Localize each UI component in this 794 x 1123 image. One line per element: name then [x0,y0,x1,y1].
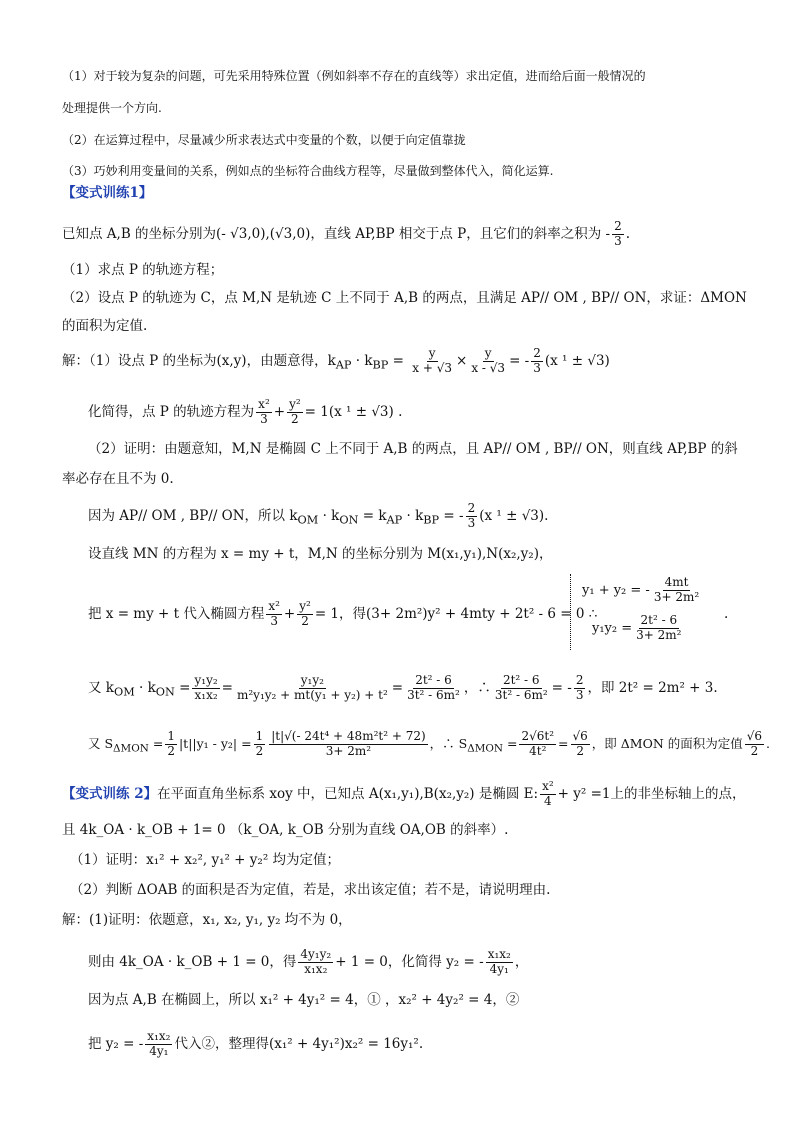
fraction: $\frac{\text{y₁y₂}}{\text{m²y₁y₂ + mt(y₁ + y₂) + t²}}$ [236,673,388,702]
fraction: $\frac{\text{x²}}{3}$ [268,599,280,628]
ex2-sol-line4: 把 y₂ = - $\frac{\text{x₁x₂}}{\text{4y₁}}$ 代入②，整理得(x₁² + 4y₁²)x₂² = 16y₁². [88,1029,424,1058]
ex1-sol2-line5: 把 x = my + t 代入椭圆方程 $\frac{\text{x²}}{3}$ + $\frac{\text{y²}}{2}$ = 1，得(3+ 2m²)y² + 4mty + 2t² - 6 = 0 ∴ [88,599,598,628]
fraction: $\frac{√6}{2}$ [572,729,588,758]
ex1-sol1-line1: 解：（1）设点 P 的坐标为(x,y)，由题意得，$k_{AP} \cdot k_{BP}$ = $\frac{y}{x + √3}$ × $\frac{y}{x - √3}$ = - $\frac{2}{3}$ (x ¹ ± √3) [62,346,610,375]
fraction: $\frac{\text{|t|√(- 24t⁴ + 48m²t² + 72)}}{\text{3+ 2m²}}$ [271,729,426,758]
note-3: （3）巧妙利用变量间的关系，例如点的坐标符合曲线方程等，尽量做到整体代入，简化运算. [62,164,554,178]
note-1b: 处理提供一个方向. [62,101,162,115]
ex1-sol2-line7: 又 $S_{\Delta MON}$ = $\frac{1}{2}$ |t||y₁ - y₂| = $\frac{1}{2}$ $\frac{\text{|t|√(- 24t⁴ + 48m²t² + 72)}}{\text{3+ 2m²}}$ ，∴ $S_{\Delta MON}$ = $\frac{\text{2√6t²}}{\text{4t²}}$ = $\frac{√6}{2}$ ，即 ΔMON 的面积为定值 $\frac{√6}{2}$ . [88,729,771,758]
fraction: $\frac{\text{x²}}{3}$ [258,397,270,426]
fraction: $\frac{2}{3}$ [614,219,622,248]
fraction: $\frac{2}{3}$ [467,501,476,530]
ex2-q2: （2）判断 ΔOAB 的面积是否为定值，若是，求出该定值；若不是，请说明理由. [70,882,551,898]
note-1a: （1）对于较为复杂的问题，可先采用特殊位置（例如斜率不存在的直线等）求出定值，进而给后面一般情况的 [62,69,646,83]
ex1-q1: （1）求点 P 的轨迹方程； [62,262,224,278]
system-row-1: y₁ + y₂ = - $\frac{4mt}{\text{3+ 2m²}}$ [582,575,700,604]
fraction: $\frac{1}{2}$ [167,729,175,758]
fraction: $\frac{1}{2}$ [255,729,264,758]
fraction: $\frac{\text{x₁x₂}}{\text{4y₁}}$ [147,1029,171,1058]
fraction: $\frac{\text{2√6t²}}{\text{4t²}}$ [521,729,555,758]
fraction: $\frac{\text{x₁x₂}}{\text{4y₁}}$ [487,947,511,976]
fraction: $\frac{2}{3}$ [575,673,584,702]
fraction: $\frac{2}{3}$ [533,346,541,375]
ex1-q2a: （2）设点 P 的轨迹为 C，点 M,N 是轨迹 C 上不同于 A,B 的两点，且满足 AP// OM , BP// ON，求证：ΔMON [62,290,747,306]
ex2-q1: （1）证明：x₁² + x₂², y₁² + y₂² 均为定值； [70,852,341,868]
ex2-heading: 【变式训练 2】 [62,785,158,802]
ex1-q2b: 的面积为定值. [62,318,148,334]
fraction: $\frac{y}{x + √3}$ [412,346,453,375]
fraction: $\frac{\text{2t² - 6}}{\text{3+ 2m²}}$ [636,613,682,642]
ex1-heading: 【变式训练1】 [62,185,153,201]
fraction: $\frac{\text{4y₁y₂}}{\text{x₁x₂}}$ [300,947,332,976]
fraction: $\frac{\text{y²}}{2}$ [299,599,311,628]
fraction: $\frac{\text{y₁y₂}}{\text{x₁x₂}}$ [194,673,218,702]
fraction: $\frac{\text{y²}}{2}$ [289,397,301,426]
ex1-sol1-line2: 化简得，点 P 的轨迹方程为 $\frac{\text{x²}}{3}$ + $\frac{\text{y²}}{2}$ = 1(x ¹ ± √3) . [88,397,403,426]
ex2-sol-line1: 解：(1)证明：依题意，x₁, x₂, y₁, y₂ 均不为 0， [62,912,352,928]
system-end: . [724,606,729,622]
ex2-stem-line2: 且 4k_OA · k_OB + 1= 0 （k_OA, k_OB 分别为直线 OA,OB 的斜率）. [62,822,509,838]
ex1-sol2-line3: 因为 AP// OM , BP// ON，所以 $k_{OM} \cdot k_{ON} = k_{AP} \cdot k_{BP}$ = - $\frac{2}{3}$ (x ¹ ± √3). [88,501,549,530]
fraction: $\frac{\text{2t² - 6}}{\text{3t² - 6m²}}$ [494,673,548,702]
left-brace [570,574,579,650]
fraction: $\frac{\text{2t² - 6}}{\text{3t² - 6m²}}$ [407,673,460,702]
ex1-sol2-line6: 又 $k_{OM} \cdot k_{ON}$ = $\frac{\text{y₁y₂}}{\text{x₁x₂}}$ = $\frac{\text{y₁y₂}}{\text{m²y₁y₂ + mt(y₁ + y₂) + t²}}$ = $\frac{\text{2t² - 6}}{\text{3t² - 6m²}}$ ，∴ $\frac{\text{2t² - 6}}{\text{3t² - 6m²}}$ = - $\frac{2}{3}$ ，即 2t² = 2m² + 3. [88,673,718,702]
ex1-sol2-line2: 率必存在且不为 0. [62,471,174,487]
note-2: （2）在运算过程中，尽量减少所求表达式中变量的个数，以便于向定值靠拢 [62,133,466,147]
ex2-sol-line2: 则由 4k_OA · k_OB + 1 = 0，得 $\frac{\text{4y₁y₂}}{\text{x₁x₂}}$ + 1 = 0，化简得 y₂ = - $\frac{\text{x₁x₂}}{\text{4y₁}}$ ， [88,947,529,976]
fraction: $\frac{y}{x - √3}$ [471,346,506,375]
fraction: $\frac{4mt}{\text{3+ 2m²}}$ [653,575,700,604]
ex2-sol-line3: 因为点 A,B 在椭圆上，所以 x₁² + 4y₁² = 4，① ，x₂² + 4y₂² = 4，② [88,992,520,1008]
fraction: $\frac{\text{x²}}{4}$ [542,779,554,808]
system-row-2: y₁y₂ = $\frac{\text{2t² - 6}}{\text{3+ 2m²}}$ [592,613,682,642]
ex1-sol2-line4: 设直线 MN 的方程为 x = my + t，M,N 的坐标分别为 M(x₁,y₁),N(x₂,y₂)， [88,546,553,562]
ex1-sol2-line1: （2）证明：由题意知，M,N 是椭圆 C 上不同于 A,B 的两点，且 AP// OM , BP// ON，则直线 AP,BP 的斜 [88,441,738,457]
ex1-stem: 已知点 A,B 的坐标分别为(- √3,0),(√3,0)，直线 AP,BP 相交于点 P，且它们的斜率之积为 - $\frac{2}{3}$ . [62,219,631,248]
equation-system [570,574,730,650]
ex2-stem-line1: 【变式训练 2】在平面直角坐标系 xoy 中，已知点 A(x₁,y₁),B(x₂,y₂) 是椭圆 E: $\frac{\text{x²}}{4}$ + y² =1上的非坐标轴上的点， [62,779,746,808]
fraction: $\frac{√6}{2}$ [746,729,763,758]
